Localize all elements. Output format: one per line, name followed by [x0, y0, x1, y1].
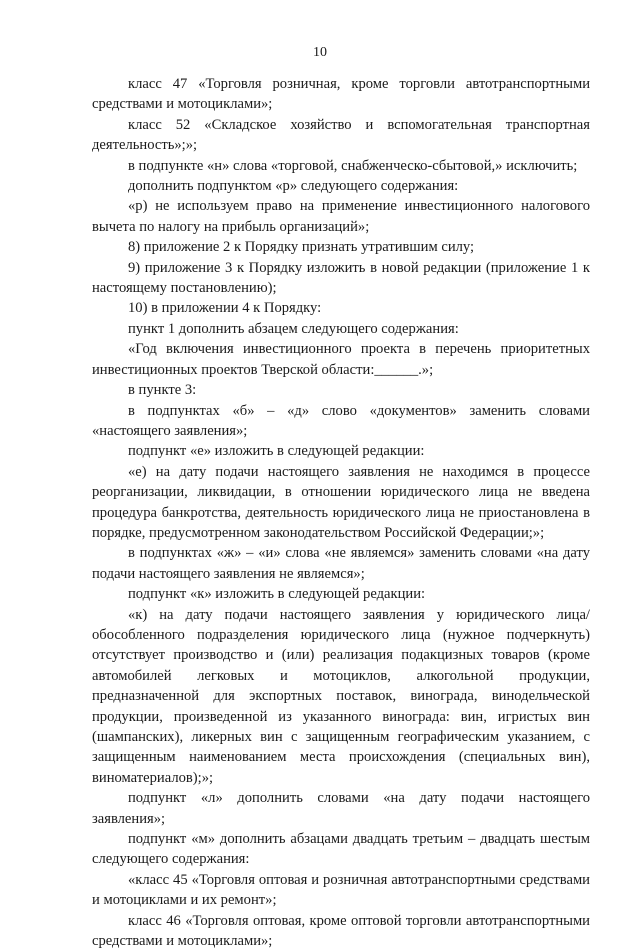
paragraph: в пункте 3: — [128, 382, 197, 399]
document-body — [92, 74, 590, 951]
paragraph: в подпункте «н» слова «торговой, снабженческо-сбытовой,» исключить; — [128, 157, 578, 174]
paragraph: в подпунктах «ж» – «и» слова «не являемся» заменить словами «на дату подачи настоящего заявления не являемся»; — [92, 545, 590, 582]
paragraph: подпункт «м» дополнить абзацами двадцать третьим – двадцать шестым следующего содержания: — [92, 831, 590, 868]
paragraph: 10) в приложении 4 к Порядку: — [128, 300, 322, 317]
paragraph: 9) приложение 3 к Порядку изложить в новой редакции (приложение 1 к настоящему постановлению); — [92, 259, 590, 297]
paragraph: «класс 45 «Торговля оптовая и розничная автотранспортными средствами и мотоциклами и их ремонт»; — [92, 871, 590, 909]
paragraph: «е) на дату подачи настоящего заявления не находимся в процессе реорганизации, ликвидации, в отношении юридического лица не введена процедура банкротства, деятельность юридического лица не приостановлена в порядке, предусмотренном законодательством Российской Федерации;»; — [92, 463, 590, 541]
paragraph: подпункт «е» изложить в следующей редакции: — [128, 443, 425, 460]
paragraph: «Год включения инвестиционного проекта в перечень приоритетных инвестиционных проектов Тверской области:______.»; — [92, 341, 590, 378]
paragraph: «р) не используем право на применение инвестиционного налогового вычета по налогу на прибыль организаций»; — [92, 198, 590, 235]
paragraph: пункт 1 дополнить абзацем следующего содержания: — [128, 320, 459, 337]
paragraph: подпункт «л» дополнить словами «на дату подачи настоящего заявления»; — [92, 790, 590, 827]
paragraph: «к) на дату подачи настоящего заявления у юридического лица/обособленного подразделения юридического лица (нужное подчеркнуть) отсутствует производство и (или) реализация подакцизных товаров (кроме автомобилей легковых и мотоциклов, алкогольной продукции, предназначенной для экспортных поставок, винограда, винодельческой продукции, произведенной из указанного винограда: вин, игристых вин (шампанских), ликерных вин с защищенным географическим указанием, с защищенным наименованием места происхождения (специальных вин), виноматериалов);»; — [92, 606, 590, 786]
paragraph: подпункт «к» изложить в следующей редакции: — [128, 586, 426, 603]
paragraph: класс 52 «Складское хозяйство и вспомогательная транспортная деятельность»;»; — [92, 116, 590, 154]
paragraph: в подпунктах «б» – «д» слово «документов» заменить словами «настоящего заявления»; — [92, 402, 590, 439]
paragraph: класс 47 «Торговля розничная, кроме торговли автотранспортными средствами и мотоциклами»; — [92, 76, 590, 113]
paragraph: 8) приложение 2 к Порядку признать утратившим силу; — [128, 239, 475, 256]
page-number: 10 — [313, 45, 327, 60]
paragraph: класс 46 «Торговля оптовая, кроме оптовой торговли автотранспортными средствами и мотоциклами»; — [92, 912, 590, 950]
paragraph: дополнить подпунктом «р» следующего содержания: — [128, 178, 459, 195]
